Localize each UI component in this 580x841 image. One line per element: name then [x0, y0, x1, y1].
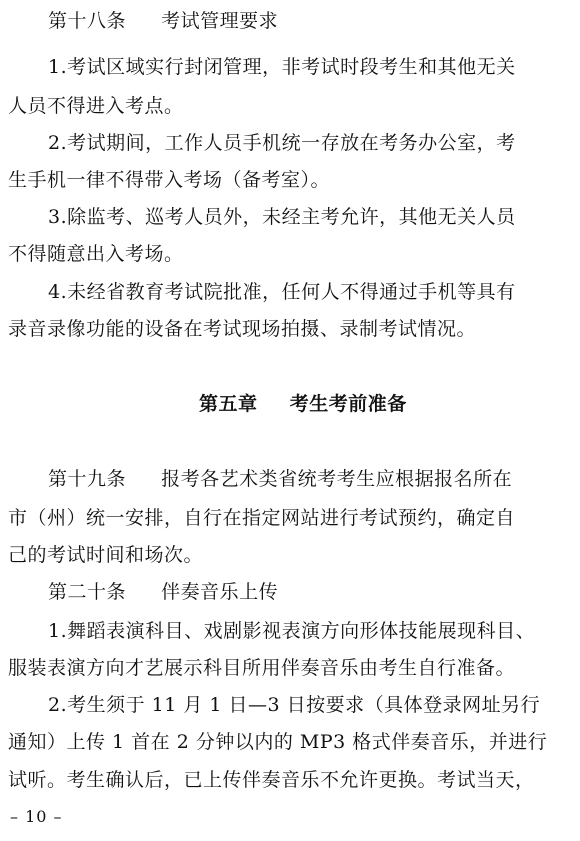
section-18-item-4-line-2: 录音录像功能的设备在考试现场拍摄、录制考试情况。 [8, 318, 477, 340]
chapter-5-label: 第五章 [199, 393, 258, 415]
section-20-item-2-line-1: 2.考生须于 11 月 1 日—3 日按要求（具体登录网址另行 [48, 694, 541, 716]
section-18-item-4-line-1: 4.未经省教育考试院批准，任何人不得通过手机等具有 [48, 281, 516, 303]
section-18-item-1-line-1: 1.考试区域实行封闭管理，非考试时段考生和其他无关 [48, 56, 516, 78]
section-18-heading [48, 8, 278, 34]
section-18-label: 第十八条 [48, 10, 127, 32]
section-20-heading [48, 579, 278, 605]
section-20-title: 伴奏音乐上传 [161, 581, 279, 603]
section-18-item-3-line-1: 3.除监考、巡考人员外，未经主考允许，其他无关人员 [48, 206, 516, 228]
section-19-line-3: 己的考试时间和场次。 [8, 544, 204, 566]
section-18-title: 考试管理要求 [161, 10, 279, 32]
section-18-item-2-line-2: 生手机一律不得带入考场（备考室）。 [8, 169, 331, 191]
section-19-line-2: 市（州）统一安排，自行在指定网站进行考试预约，确定自 [8, 507, 516, 529]
section-20-item-2-line-3: 试听。考生确认后，已上传伴奏音乐不允许更换。考试当天， [8, 769, 535, 791]
chapter-5-heading [199, 391, 407, 417]
section-19-text: 报考各艺术类省统考考生应根据报名所在 [161, 468, 513, 490]
section-19-line-1 [48, 466, 512, 492]
section-18-item-2-line-1: 2.考试期间，工作人员手机统一存放在考务办公室，考 [48, 132, 516, 154]
section-20-item-1-line-1: 1.舞蹈表演科目、戏剧影视表演方向形体技能展现科目、 [48, 620, 536, 642]
page-number: – 10 – [10, 807, 63, 826]
section-20-label: 第二十条 [48, 581, 127, 603]
section-18-item-1-line-2: 人员不得进入考点。 [8, 95, 184, 117]
chapter-5-title: 考生考前准备 [289, 393, 407, 415]
section-20-item-1-line-2: 服装表演方向才艺展示科目所用伴奏音乐由考生自行准备。 [8, 657, 516, 679]
section-20-item-2-line-2: 通知）上传 1 首在 2 分钟以内的 MP3 格式伴奏音乐，并进行 [8, 731, 548, 753]
section-18-item-3-line-2: 不得随意出入考场。 [8, 243, 184, 265]
section-19-label: 第十九条 [48, 468, 127, 490]
